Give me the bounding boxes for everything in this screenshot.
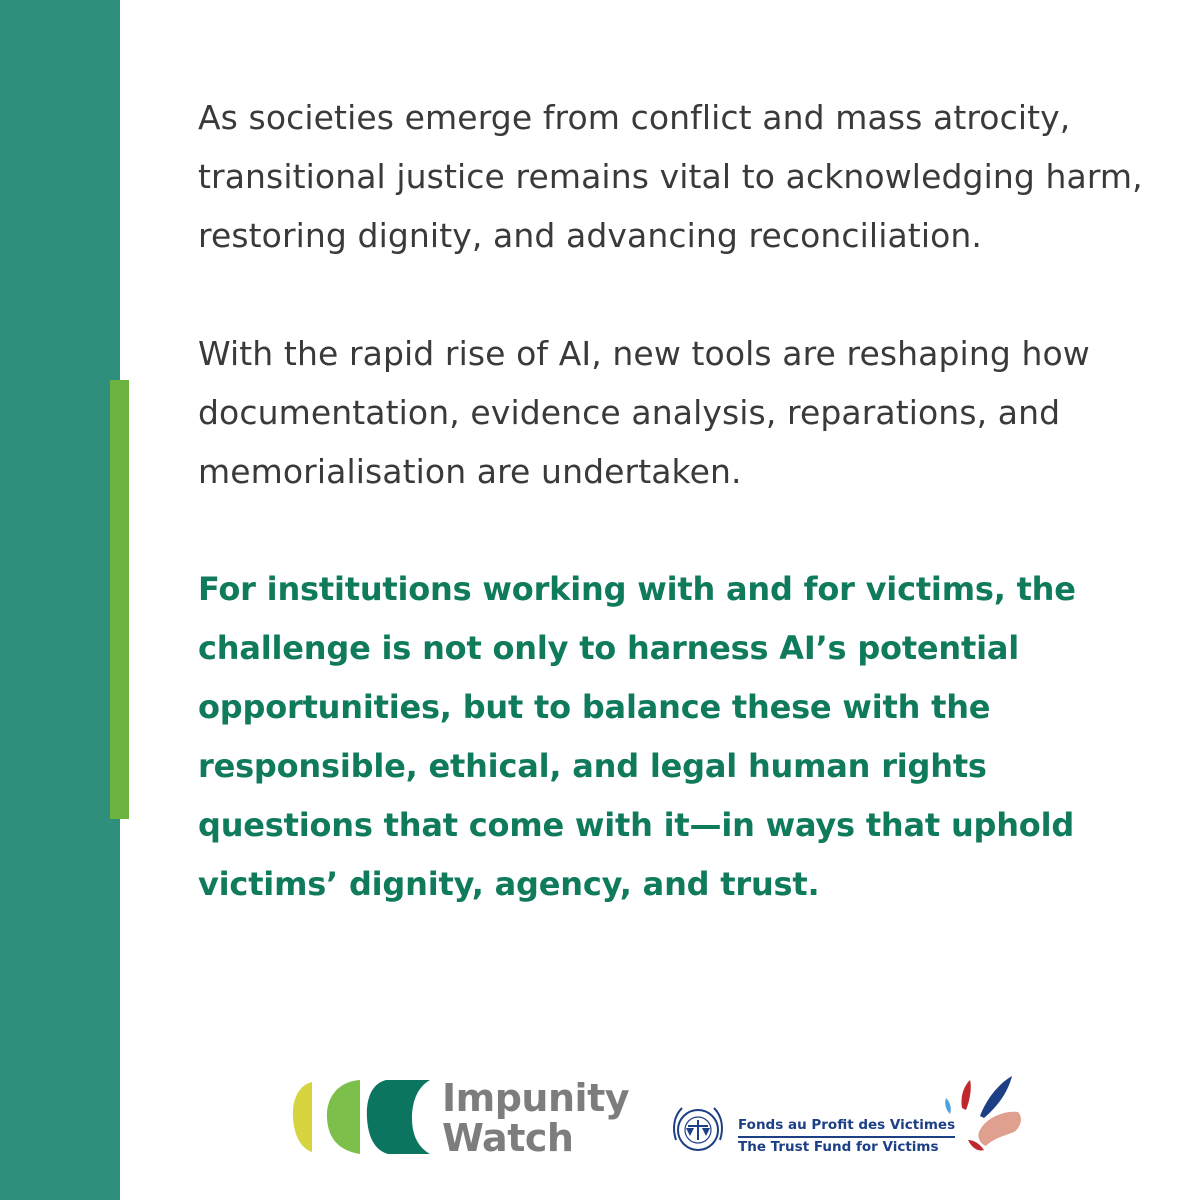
impunity-watch-logo-icon	[290, 1074, 435, 1156]
trust-fund-wordmark	[738, 1116, 955, 1157]
footer-logos	[290, 1074, 1070, 1174]
trust-fund-english-name: The Trust Fund for Victims	[738, 1139, 939, 1155]
trust-fund-french-name: Fonds au Profit des Victimes	[738, 1116, 955, 1138]
impunity-watch-line1: Impunity	[442, 1076, 630, 1120]
impunity-watch-wordmark	[442, 1078, 629, 1158]
impunity-watch-line2: Watch	[442, 1116, 574, 1160]
green-accent-bar	[110, 380, 129, 819]
paragraph-ai-tools: With the rapid rise of AI, new tools are reshaping how documentation, evidence analysis, reparations, and memorialisation are undertaken.	[198, 334, 1090, 491]
paragraph-highlight: For institutions working with and for victims, the challenge is not only to harness AI’s potential opportunities, but to balance these with the responsible, ethical, and legal human rights questions that come with it—in ways that uphold victims’ dignity, agency, and trust.	[198, 570, 1076, 903]
left-sidebar-band	[0, 0, 120, 1200]
main-content	[198, 88, 1158, 914]
paragraph-intro: As societies emerge from conflict and mass atrocity, transitional justice remains vital to acknowledging harm, restoring dignity, and advancing reconciliation.	[198, 98, 1143, 255]
